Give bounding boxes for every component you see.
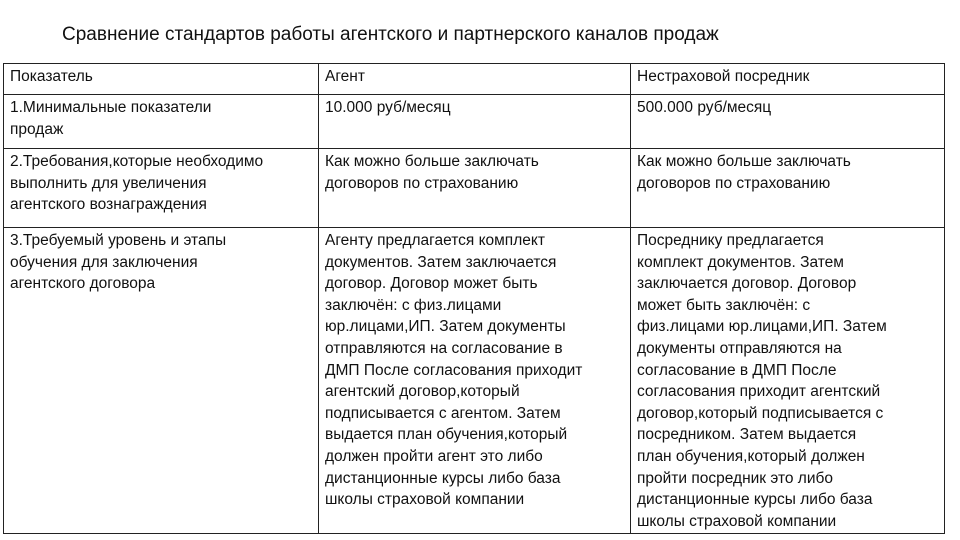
header-agent: Агент	[319, 64, 631, 95]
table-row	[4, 95, 945, 149]
row-indicator-cell: 1.Минимальные показатели продаж	[4, 95, 319, 149]
row-intermediary-cell: 500.000 руб/месяц	[631, 95, 945, 149]
table-row	[4, 149, 945, 228]
row-agent-cell: Агенту предлагается комплект документов. Затем заключается договор. Договор может быть заключён: с физ.лицами юр.лицами,ИП. Затем документы отправляются на согласование в ДМП После согласования приходит агентский договор,который подписывается с агентом. Затем выдается план обучения,который должен пройти агент это либо дистанционные курсы либо база школы страховой компании	[319, 228, 631, 534]
table-header-row	[4, 64, 945, 95]
row-intermediary-cell: Как можно больше заключать договоров по страхованию	[631, 149, 945, 228]
row-agent-cell: 10.000 руб/месяц	[319, 95, 631, 149]
row-indicator-cell: 3.Требуемый уровень и этапы обучения для заключения агентского договора	[4, 228, 319, 534]
row-indicator-cell: 2.Требования,которые необходимо выполнить для увеличения агентского вознаграждения	[4, 149, 319, 228]
header-indicator: Показатель	[4, 64, 319, 95]
header-intermediary: Нестраховой посредник	[631, 64, 945, 95]
comparison-table	[3, 63, 945, 534]
row-intermediary-cell: Посреднику предлагается комплект документов. Затем заключается договор. Договор может быть заключён: с физ.лицами юр.лицами,ИП. Затем документы отправляются на согласование в ДМП После согласования приходит агентский договор,который подписывается с посредником. Затем выдается план обучения,который должен пройти посредник это либо дистанционные курсы либо база школы страховой компании	[631, 228, 945, 534]
table-row	[4, 228, 945, 534]
page-title: Сравнение стандартов работы агентского и партнерского каналов продаж	[62, 24, 719, 45]
row-agent-cell: Как можно больше заключать договоров по страхованию	[319, 149, 631, 228]
